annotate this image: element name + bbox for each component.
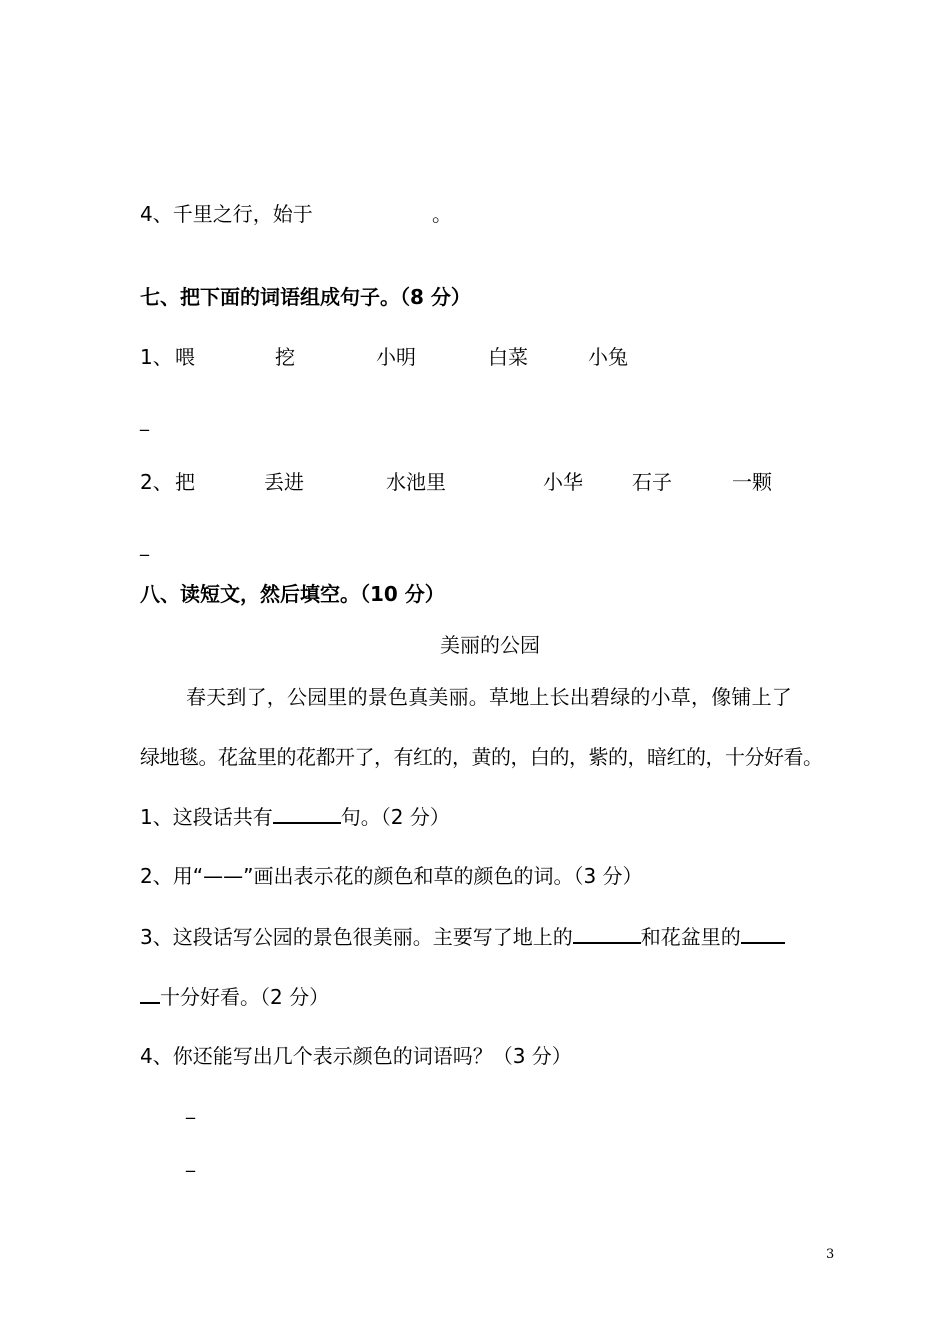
question-8-3-cont — [140, 982, 329, 1011]
question-6-4-suffix: 。 — [432, 202, 452, 226]
item-1-number: 1、 — [140, 345, 173, 369]
answer-line-4: _ — [186, 1152, 195, 1173]
word-2: 丢进 — [264, 470, 304, 494]
word-6: 一颗 — [732, 470, 772, 494]
question-8-3 — [140, 922, 785, 951]
q1-before: 1、这段话共有 — [140, 805, 273, 829]
question-6-4 — [140, 200, 452, 228]
q3-before: 3、这段话写公园的景色很美丽。主要写了地上的 — [140, 925, 573, 949]
answer-line-1: _ — [140, 411, 149, 432]
word-2: 挖 — [275, 345, 295, 369]
question-8-2: 2、用“——”画出表示花的颜色和草的颜色的词。（3 分） — [140, 864, 643, 888]
q3-middle: 和花盆里的 — [640, 925, 741, 949]
word-5: 石子 — [632, 470, 672, 494]
page-number: 3 — [826, 1247, 835, 1262]
item-2-number: 2、 — [140, 470, 173, 494]
q1-blank — [273, 802, 341, 824]
passage-line-2: 绿地毯。花盆里的花都开了，有红的，黄的，白的，紫的，暗红的，十分好看。 — [140, 745, 823, 769]
answer-line-2: _ — [140, 536, 149, 557]
word-1: 喂 — [175, 345, 195, 369]
section-7-item-1 — [140, 343, 840, 371]
section-7-title: 七、把下面的词语组成句子。（8 分） — [140, 285, 471, 309]
section-8-title: 八、读短文，然后填空。（10 分） — [140, 582, 445, 606]
q3-blank-2a — [741, 922, 785, 944]
q3-blank-2b — [140, 982, 160, 1004]
section-7-item-2 — [140, 468, 840, 496]
passage-title: 美丽的公园 — [440, 633, 540, 657]
word-1: 把 — [175, 470, 195, 494]
question-6-4-prefix: 4、千里之行，始于 — [140, 202, 313, 226]
word-3: 小明 — [376, 345, 416, 369]
passage-line-1: 春天到了，公园里的景色真美丽。草地上长出碧绿的小草，像铺上了 — [186, 685, 792, 709]
word-3: 水池里 — [386, 470, 446, 494]
word-4: 白菜 — [488, 345, 528, 369]
word-4: 小华 — [543, 470, 583, 494]
q1-after: 句。（2 分） — [340, 805, 450, 829]
question-8-1 — [140, 802, 450, 831]
answer-line-3: _ — [186, 1099, 195, 1120]
word-5: 小兔 — [588, 345, 628, 369]
question-8-4: 4、你还能写出几个表示颜色的词语吗？（3 分） — [140, 1044, 572, 1068]
q3-after: 十分好看。（2 分） — [160, 985, 330, 1009]
q3-blank-1 — [573, 922, 641, 944]
